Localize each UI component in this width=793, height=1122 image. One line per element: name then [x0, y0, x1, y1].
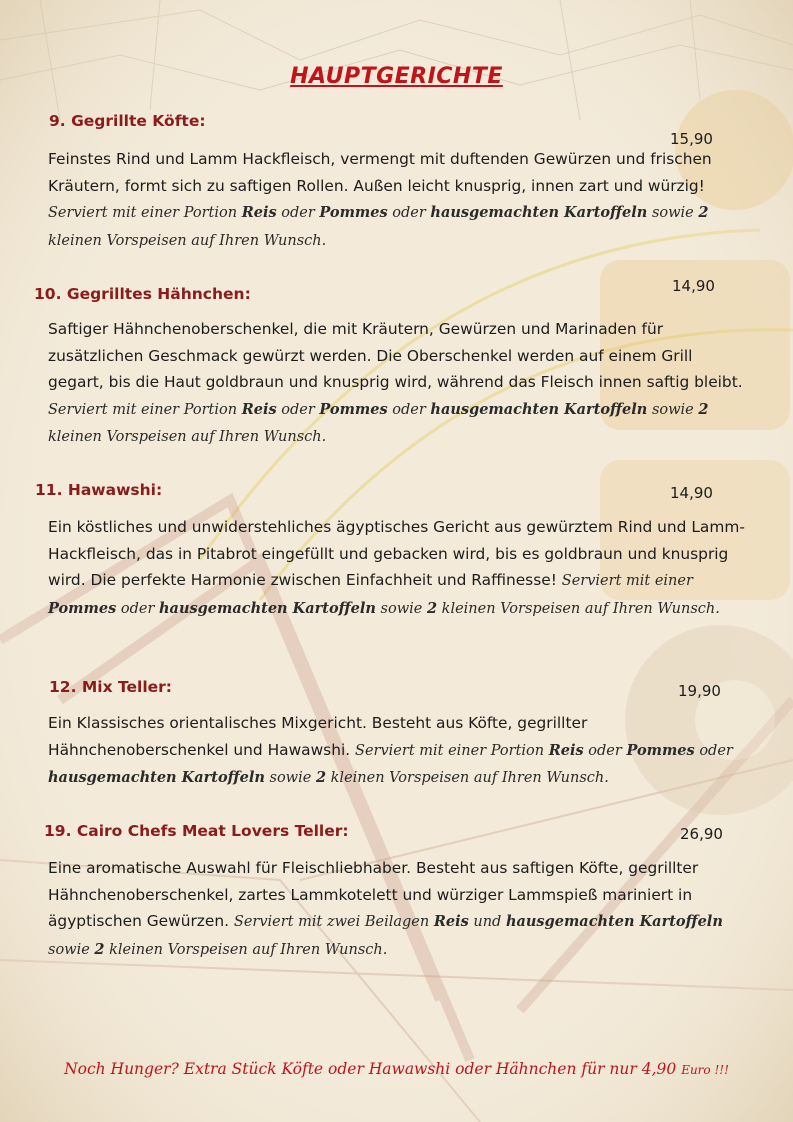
serving-info: Serviert mit zwei Beilagen Reis und hausgemachten Kartoffeln sowie 2 kleinen Vorspeisen auf Ihren Wunsch. — [48, 913, 723, 958]
dish-description — [48, 855, 748, 963]
footer-offer-text: Noch Hunger? Extra Stück Köfte oder Hawawshi oder Hähnchen für nur 4,90 — [64, 1060, 677, 1078]
dish-description — [48, 710, 748, 792]
dish-name: 11. Hawawshi: — [35, 481, 163, 499]
dish-price: 14,90 — [672, 277, 715, 295]
dish-description — [48, 514, 748, 622]
page-title: HAUPTGERICHTE — [290, 64, 503, 89]
dish-name: 19. Cairo Chefs Meat Lovers Teller: — [44, 822, 349, 840]
description-text: Saftiger Hähnchenoberschenkel, die mit Kräutern, Gewürzen und Marinaden für zusätzlichen Geschmack gewürzt werden. Die Oberschenkel werden auf einem Grill gegart, bis die Haut goldbraun und knusprig wird, während das Fleisch innen saftig bleibt. — [48, 320, 743, 391]
dish-description — [48, 316, 748, 451]
footer-offer — [0, 1060, 793, 1078]
dish-price: 14,90 — [670, 484, 713, 502]
description-text: Ein Klassisches orientalisches Mixgericht. Besteht aus Köfte, gegrillter Hähnchenoberschenkel und Hawawshi. — [48, 714, 588, 759]
serving-info: Serviert mit einer Portion Reis oder Pommes oder hausgemachten Kartoffeln sowie 2 kleinen Vorspeisen auf Ihren Wunsch. — [48, 400, 709, 445]
dish-name: 12. Mix Teller: — [49, 678, 172, 696]
description-text: Ein köstliches und unwiderstehliches ägyptisches Gericht aus gewürztem Rind und Lamm-Hackfleisch, das in Pitabrot eingefüllt und gebacken wird, bis es goldbraun und knusprig wird. Die perfekte Harmonie zwischen Einfachheit und Raffinesse! — [48, 518, 745, 589]
dish-name: 9. Gegrillte Köfte: — [49, 112, 206, 130]
dish-description — [48, 146, 748, 254]
description-text: Eine aromatische Auswahl für Fleischliebhaber. Besteht aus saftigen Köfte, gegrillter Hähnchenoberschenkel, zartes Lammkotelett und würziger Lammspieß mariniert in ägyptischen Gewürzen. — [48, 859, 699, 930]
serving-info: Serviert mit einer Portion Reis oder Pommes oder hausgemachten Kartoffeln sowie 2 kleinen Vorspeisen auf Ihren Wunsch. — [48, 204, 709, 249]
description-text: Feinstes Rind und Lamm Hackfleisch, vermengt mit duftenden Gewürzen und frischen Kräutern, formt sich zu saftigen Rollen. Außen leicht knusprig, innen zart und würzig! — [48, 150, 712, 195]
dish-name: 10. Gegrilltes Hähnchen: — [34, 285, 251, 303]
footer-offer-currency: Euro !!! — [681, 1063, 729, 1077]
dish-price: 15,90 — [670, 130, 713, 148]
dish-price: 19,90 — [678, 682, 721, 700]
dish-price: 26,90 — [680, 825, 723, 843]
serving-info: Serviert mit einer Portion Reis oder Pommes oder hausgemachten Kartoffeln sowie 2 kleinen Vorspeisen auf Ihren Wunsch. — [48, 741, 733, 786]
serving-info: Serviert mit einer Pommes oder hausgemachten Kartoffeln sowie 2 kleinen Vorspeisen auf Ihren Wunsch. — [48, 573, 720, 617]
